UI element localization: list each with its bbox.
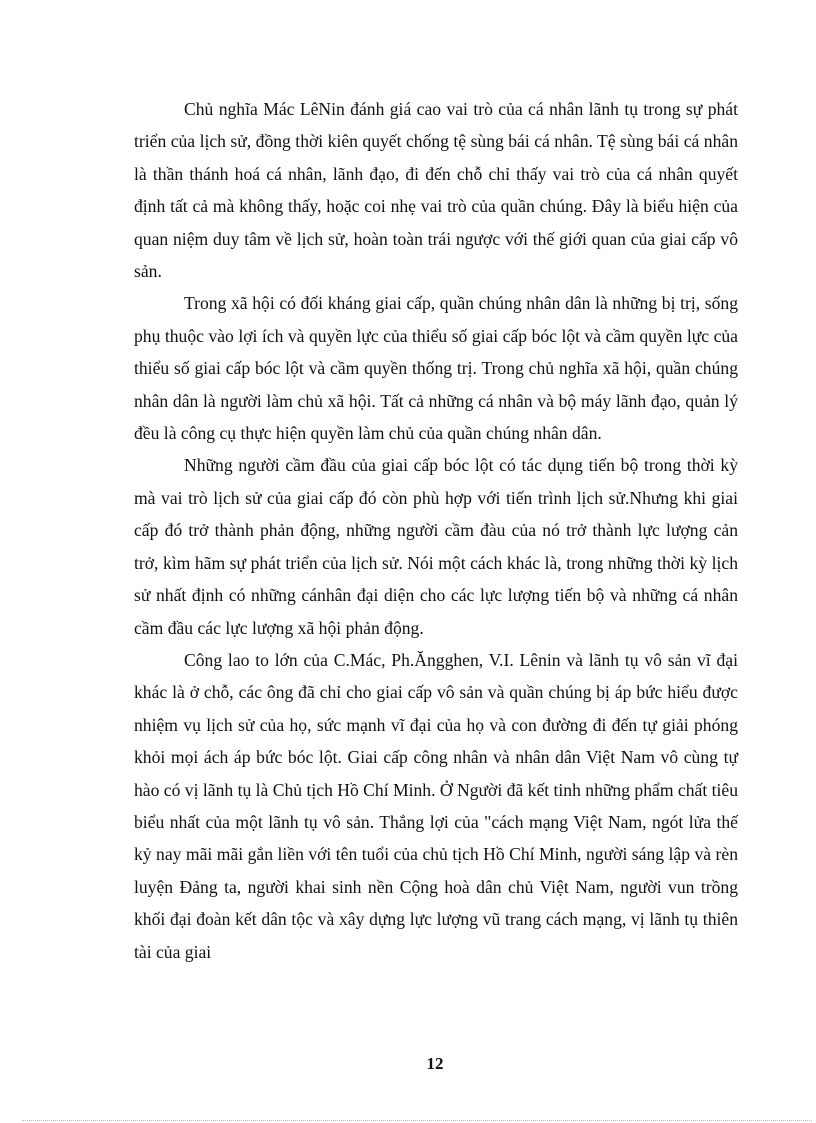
paragraph: Những người cầm đầu của giai cấp bóc lột có tác dụng tiến bộ trong thời kỳ mà vai trò lịch sử của giai cấp đó còn phù hợp với tiến trình lịch sử.Nhưng khi giai cấp đó trở thành phản động, những người cầm đàu của nó trở thành lực lượng cản trở, kìm hãm sự phát triển của lịch sử. Nói một cách khác là, trong những thời kỳ lịch sử nhất định có những cánhân đại diện cho các lực lượng tiến bộ và những cá nhân cầm đầu các lực lượng xã hội phản động.	[134, 455, 738, 638]
paragraph: Trong xã hội có đối kháng giai cấp, quần chúng nhân dân là những bị trị, sống phụ thuộc vào lợi ích và quyền lực của thiểu số giai cấp bóc lột và cầm quyền lực của thiểu số giai cấp bóc lột và cầm quyền thống trị. Trong chủ nghĩa xã hội, quần chúng nhân dân là người làm chủ xã hội. Tất cả những cá nhân và bộ máy lãnh đạo, quản lý đều là công cụ thực hiện quyền làm chủ của quần chúng nhân dân.	[134, 293, 738, 444]
page-bottom-divider	[22, 1120, 812, 1121]
paragraph: Công lao to lớn của C.Mác, Ph.Ăngghen, V.I. Lênin và lãnh tụ vô sản vĩ đại khác là ở chỗ, các ông đã chỉ cho giai cấp vô sản và quần chúng bị áp bức hiểu được nhiệm vụ lịch sử của họ, sức mạnh vĩ đại của họ và con đường đi đến tự giải phóng khỏi mọi ách áp bức bóc lột. Giai cấp công nhân và nhân dân Việt Nam vô cùng tự hào có vị lãnh tụ là Chủ tịch Hồ Chí Minh. Ở Người đã kết tinh những phẩm chất tiêu biểu nhất của một lãnh tụ vô sản. Thắng lợi của "cách mạng Việt Nam, ngót lửa thế kỷ nay mãi mãi gắn liền với tên tuổi của chủ tịch Hồ Chí Minh, người sáng lập và rèn luyện Đảng ta, người khai sinh nền Cộng hoà dân chủ Việt Nam, người vun trồng khối đại đoàn kết dân tộc và xây dựng lực lượng vũ trang cách mạng, vị lãnh tụ thiên tài của giai	[134, 649, 738, 962]
paragraph: Chủ nghĩa Mác LêNin đánh giá cao vai trò của cá nhân lãnh tụ trong sự phát triển của lịch sử, đồng thời kiên quyết chống tệ sùng bái cá nhân. Tệ sùng bái cá nhân là thần thánh hoá cá nhân, lãnh đạo, đi đến chỗ chỉ thấy vai trò của cá nhân quyết định tất cả mà không thấy, hoặc coi nhẹ vai trò của quần chúng. Đây là biểu hiện của quan niệm duy tâm về lịch sử, hoàn toàn trái ngược với thế giới quan của giai cấp vô sản.	[134, 99, 738, 282]
page-number: 12	[426, 1054, 444, 1073]
document-body	[134, 93, 738, 968]
